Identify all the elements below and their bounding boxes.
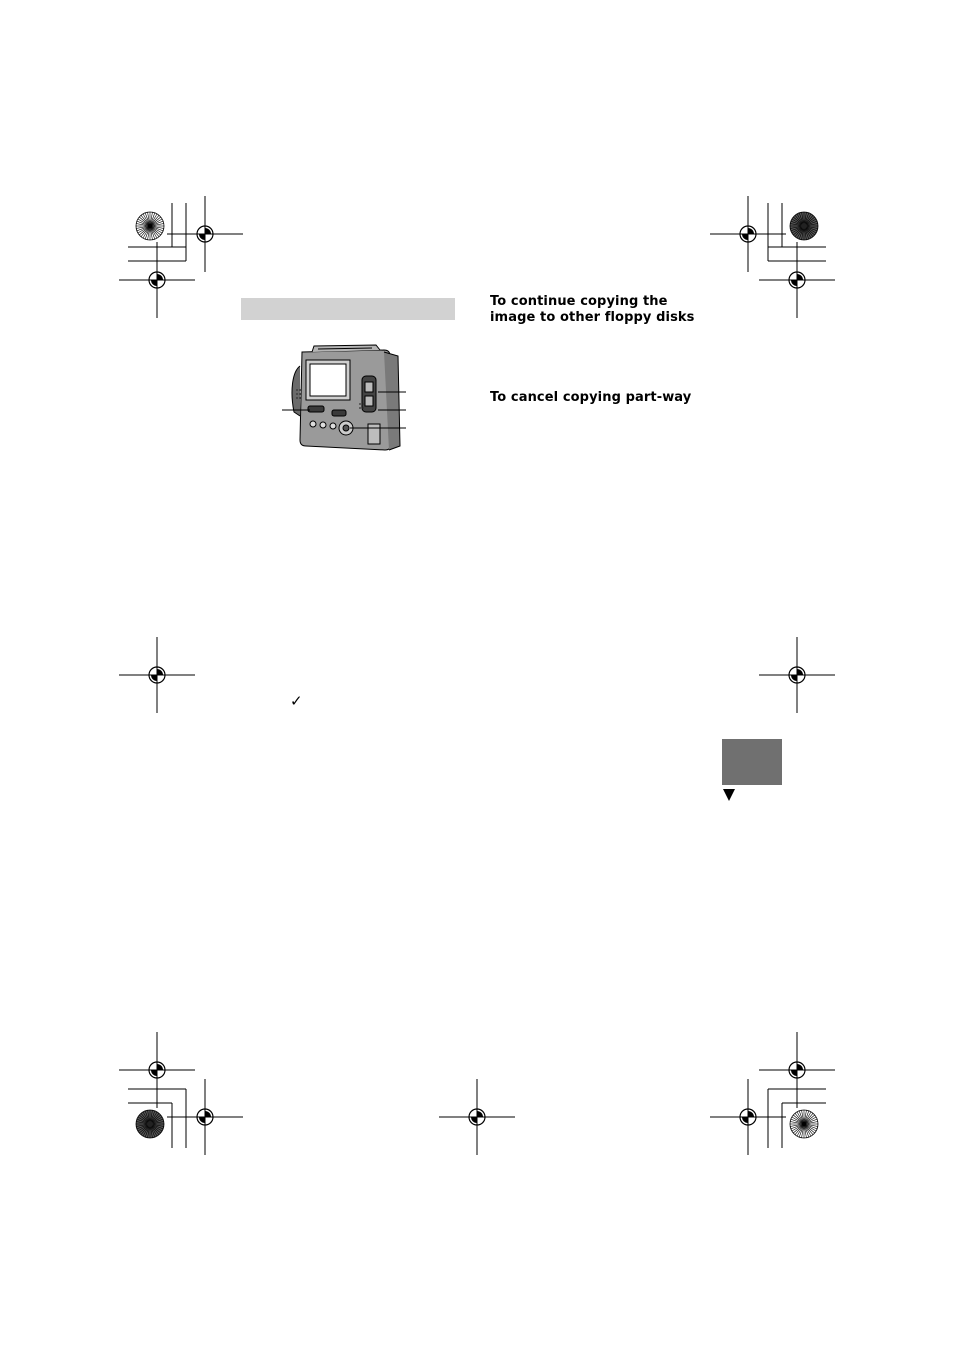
registration-mark-icon xyxy=(759,637,835,713)
color-wheel-icon xyxy=(790,1110,818,1138)
registration-mark-icon xyxy=(759,242,835,318)
registration-mark-icon xyxy=(759,1032,835,1108)
registration-mark-icon xyxy=(119,637,195,713)
checkmark-icon: ✓ xyxy=(290,692,303,710)
corner-marks-bottom-left xyxy=(119,1032,243,1155)
color-wheel-icon xyxy=(136,212,164,240)
registration-mark-icon xyxy=(439,1079,515,1155)
registration-mark-icon xyxy=(710,1079,786,1155)
color-wheel-icon xyxy=(136,1110,164,1138)
registration-mark-icon xyxy=(119,1032,195,1108)
heading-line-2: image to other floppy disks xyxy=(490,310,695,325)
corner-marks-top-left xyxy=(119,196,243,318)
down-triangle-icon xyxy=(723,789,735,801)
section-header-bar xyxy=(241,298,455,320)
heading-line-1: To continue copying the xyxy=(490,294,668,309)
camera-illustration xyxy=(282,345,406,450)
heading-continue-copying xyxy=(490,294,695,326)
chapter-side-tab xyxy=(722,739,782,785)
corner-marks-top-right xyxy=(710,196,835,318)
color-wheel-icon xyxy=(790,212,818,240)
registration-mark-icon xyxy=(119,242,195,318)
registration-mark-icon xyxy=(167,1079,243,1155)
corner-marks-bottom-right xyxy=(710,1032,835,1155)
heading-cancel-copying: To cancel copying part-way xyxy=(490,390,692,405)
